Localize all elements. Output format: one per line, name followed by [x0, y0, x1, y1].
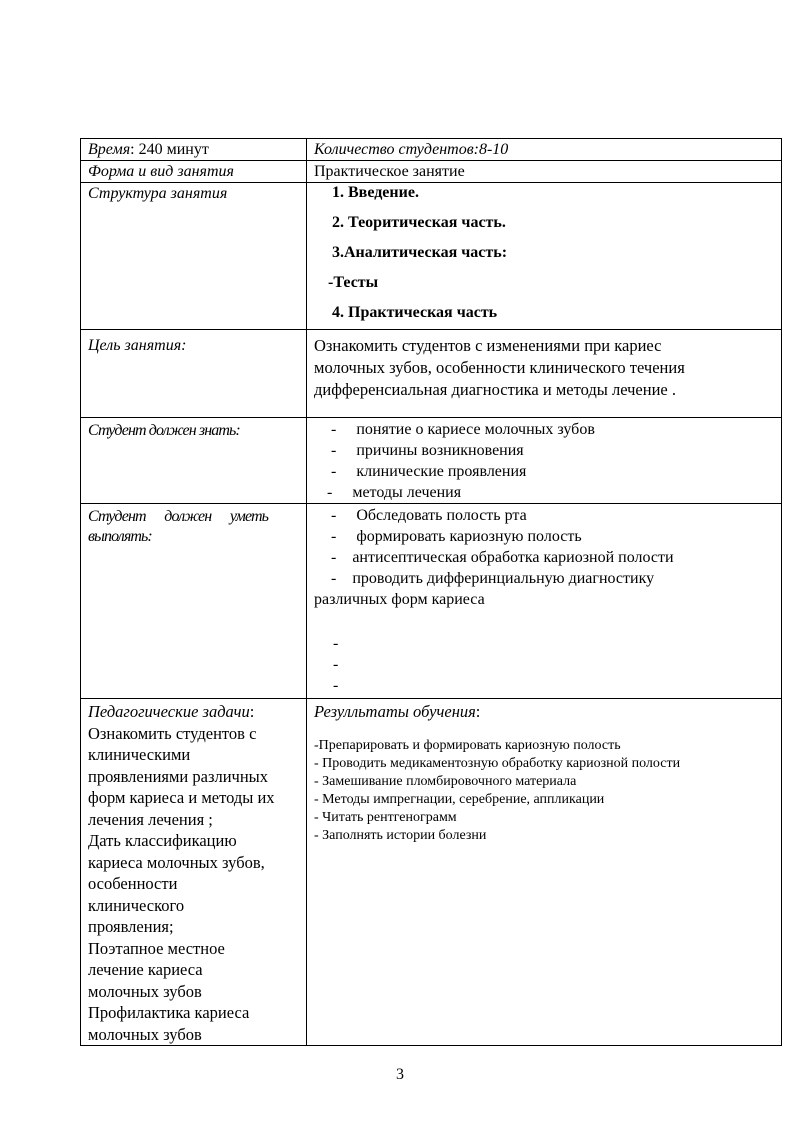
empty-dash: -	[333, 635, 339, 652]
result-item: - Методы импрегнации, серебрение, аппликации	[314, 792, 605, 807]
row-goal	[81, 330, 782, 418]
can-list	[307, 504, 782, 699]
pedagogy-line: молочных зубов	[88, 981, 202, 1001]
structure-list	[307, 183, 782, 330]
result-item: -Препарировать и формировать кариозную полость	[314, 738, 621, 753]
know-item: - понятие о кариесе молочных зубов	[331, 421, 595, 438]
row-time	[81, 139, 782, 161]
can-continuation: различных форм кариеса	[314, 591, 485, 608]
know-item: - причины возникновения	[331, 442, 524, 459]
results-cell	[307, 699, 782, 1046]
time-label: Время	[88, 141, 131, 158]
pedagogy-line: Профилактика кариеса	[88, 1003, 250, 1022]
can-label	[81, 504, 307, 699]
row-can	[81, 504, 782, 699]
pedagogy-line: кариеса молочных зубов,	[88, 852, 265, 872]
structure-label: Структура занятия	[81, 183, 307, 330]
pedagogy-line: клинического	[88, 895, 185, 915]
results-label-colon: :	[475, 702, 481, 721]
know-list	[307, 418, 782, 504]
time-cell	[81, 139, 307, 161]
result-item: - Заполнять истории болезни	[314, 828, 487, 843]
row-pedagogy	[81, 699, 782, 1046]
pedagogy-line: клиническими	[88, 745, 191, 764]
pedagogy-cell	[81, 699, 307, 1046]
goal-text	[307, 330, 782, 418]
row-form	[81, 161, 782, 183]
goal-line: дифференсиальная диагностика и методы лечение .	[314, 380, 676, 399]
result-item: - Проводить медикаментозную обработку кариозной полости	[314, 756, 681, 771]
goal-line: Ознакомить студентов с изменениями при кариес	[314, 336, 662, 355]
structure-item: 2. Теоритическая часть.	[332, 214, 506, 231]
form-label: Форма и вид занятия	[81, 161, 307, 183]
result-item: - Замешивание пломбировочного материала	[314, 774, 577, 789]
result-item: - Читать рентгенограмм	[314, 810, 457, 825]
empty-dash: -	[333, 677, 339, 694]
pedagogy-line: проявлениями различных	[88, 766, 269, 786]
row-structure	[81, 183, 782, 330]
lesson-plan-table	[80, 138, 782, 1046]
can-label-line: Студент должен уметь	[88, 508, 269, 525]
can-item: - Обследовать полость рта	[331, 507, 527, 524]
can-item: - проводить дифферинциальную диагностику	[331, 570, 655, 587]
pedagogy-line: Дать классификацию	[88, 831, 237, 850]
pedagogy-line: форм кариеса и методы их	[88, 788, 275, 807]
know-item: - методы лечения	[327, 484, 462, 501]
students-count: Количество студентов:8-10	[307, 139, 782, 161]
structure-item: 4. Практическая часть	[332, 304, 498, 321]
form-value: Практическое занятие	[307, 161, 782, 183]
know-item: - клинические проявления	[331, 463, 527, 480]
structure-item: 1. Введение.	[332, 184, 419, 201]
pedagogy-label-colon: :	[249, 702, 255, 721]
pedagogy-line: Поэтапное местное	[88, 938, 225, 958]
goal-line: молочных зубов, особенности клинического течения	[314, 358, 685, 377]
structure-item: -Тесты	[328, 274, 379, 291]
goal-label: Цель занятия:	[81, 330, 307, 418]
page-number: 3	[396, 1066, 404, 1083]
pedagogy-line: лечения лечения ;	[88, 809, 213, 829]
pedagogy-line: лечение кариеса	[88, 960, 203, 979]
pedagogy-line: молочных зубов	[88, 1024, 202, 1044]
pedagogy-line: Ознакомить студентов с	[88, 723, 257, 743]
can-item: - антисептическая обработка кариозной полости	[331, 549, 674, 566]
pedagogy-line: особенности	[88, 874, 178, 893]
pedagogy-label: Педагогические задачи	[88, 702, 250, 721]
time-value: : 240 минут	[130, 141, 209, 158]
empty-dash: -	[333, 656, 339, 673]
structure-item: 3.Аналитическая часть:	[332, 244, 508, 261]
row-know	[81, 418, 782, 504]
pedagogy-line: проявления;	[88, 917, 174, 936]
results-label: Резулльтаты обучения	[314, 702, 476, 721]
can-item: - формировать кариозную полость	[331, 528, 582, 545]
can-label-line: выполять:	[88, 528, 152, 545]
know-label: Студент должен знать:	[81, 418, 307, 504]
